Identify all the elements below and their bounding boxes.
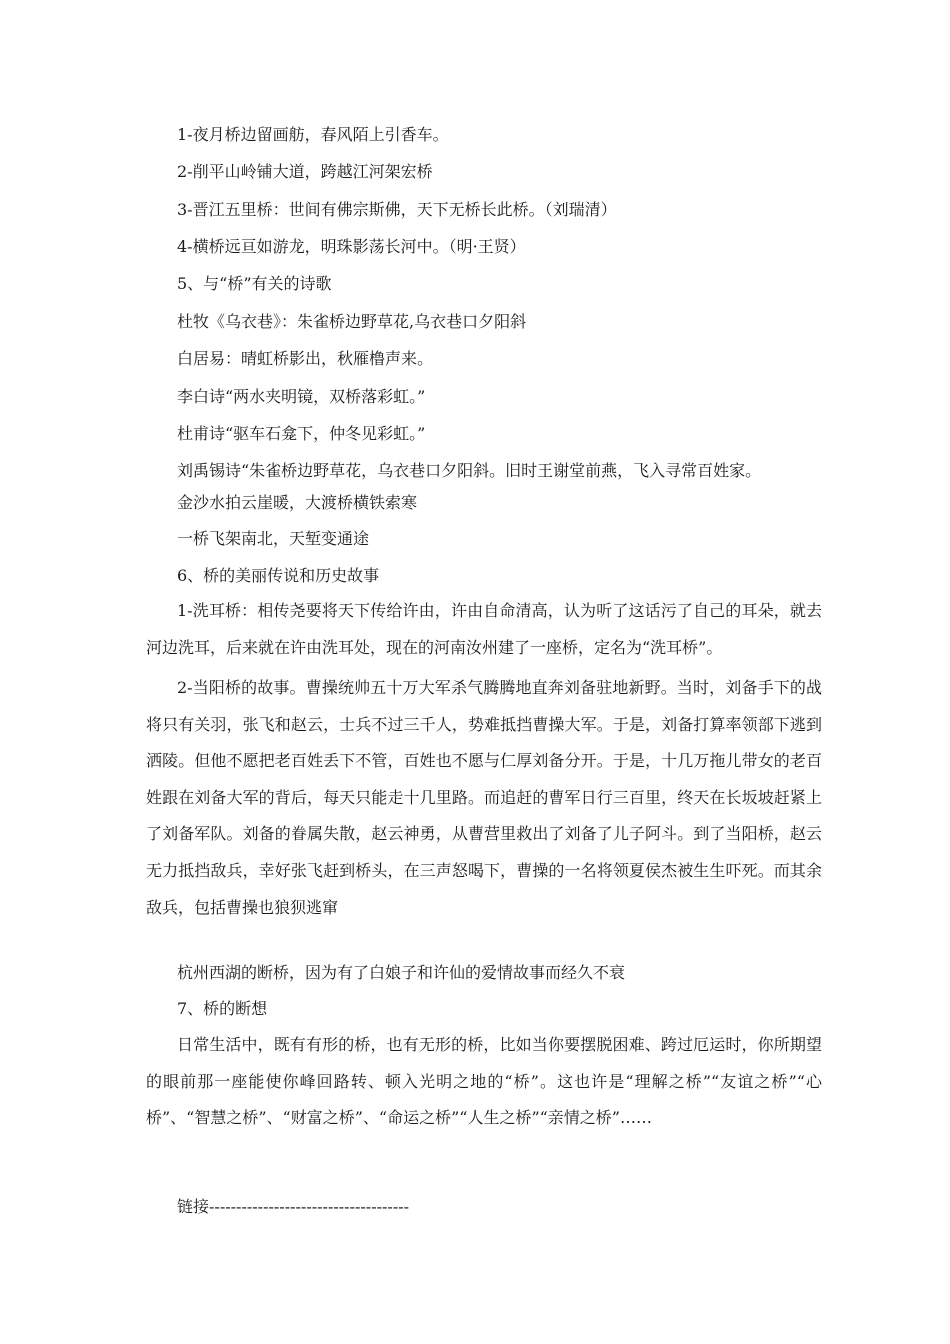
poem-line-dufu: 杜甫诗“驱车石龛下，仲冬见彩虹。”: [177, 424, 426, 443]
story-dangyang-bridge: 2-当阳桥的故事。曹操统帅五十万大军杀气腾腾地直奔刘备驻地新野。当时，刘备手下的战将只有关羽，张飞和赵云，士兵不过三千人，势难抵挡曹操大军。于是，刘备打算率领部下逃到洒陵。但他不愿把老百姓丢下不管，百姓也不愿与仁厚刘备分开。于是，十几万拖儿带女的老百姓跟在刘备大军的背后，每天只能走十几里路。而追赶的曹军日行三百里，终天在长坂坡赶紧上了刘备军队。刘备的眷属失散，赵云神勇，从曹营里救出了刘备了儿子阿斗。到了当阳桥，赵云无力抵挡敌兵，幸好张飞赶到桥头，在三声怒喝下，曹操的一名将领夏侯杰被生生吓死。而其余敌兵，包括曹操也狼狈逃窜: [146, 678, 822, 917]
poem-line-libai: 李白诗“两水夹明镜，双桥落彩虹。”: [177, 387, 426, 406]
section-heading-6: 6、桥的美丽传说和历史故事: [177, 566, 380, 585]
couplet-line-3: 3-晋江五里桥：世间有佛宗斯佛，天下无桥长此桥。（刘瑞清）: [177, 200, 617, 219]
couplet-line-2: 2-削平山岭铺大道，跨越江河架宏桥: [177, 162, 433, 181]
couplet-line-1: 1-夜月桥边留画舫，春风陌上引香车。: [177, 125, 449, 144]
westlake-line: 杭州西湖的断桥，因为有了白娘子和许仙的爱情故事而经久不衰: [177, 963, 626, 982]
poem-line-yiqiao: 一桥飞架南北，天堑变通途: [177, 529, 370, 548]
bridge-reflection-paragraph: 日常生活中，既有有形的桥，也有无形的桥，比如当你要摆脱困难、跨过厄运时，你所期望的眼前那一座能使你峰回路转、顿入光明之地的“桥”。这也许是“理解之桥”“友谊之桥”“心桥”、“智慧之桥”、“财富之桥”、“命运之桥”“人生之桥”“亲情之桥”……: [146, 1035, 822, 1128]
link-line: 链接-------------------------------------: [177, 1197, 410, 1216]
poem-line-dumu: 杜牧《乌衣巷》：朱雀桥边野草花,乌衣巷口夕阳斜: [177, 312, 527, 331]
poem-line-baijuyi: 白居易：晴虹桥影出，秋雁橹声来。: [177, 349, 434, 368]
section-heading-5: 5、与“桥”有关的诗歌: [177, 274, 332, 293]
couplet-line-4: 4-横桥远亘如游龙，明珠影荡长河中。（明·王贤）: [177, 237, 526, 256]
story-xier-bridge: 1-洗耳桥：相传尧要将天下传给许由，许由自命清高，认为听了这话污了自己的耳朵，就去河边洗耳，后来就在许由洗耳处，现在的河南汝州建了一座桥，定名为“洗耳桥”。: [146, 601, 822, 657]
poem-line-liuyuxi: 刘禹锡诗“朱雀桥边野草花，乌衣巷口夕阳斜。旧时王谢堂前燕，飞入寻常百姓家。: [177, 461, 762, 480]
poem-line-jinsha: 金沙水拍云崖暖，大渡桥横铁索寒: [177, 493, 418, 512]
section-heading-7: 7、桥的断想: [177, 999, 268, 1018]
